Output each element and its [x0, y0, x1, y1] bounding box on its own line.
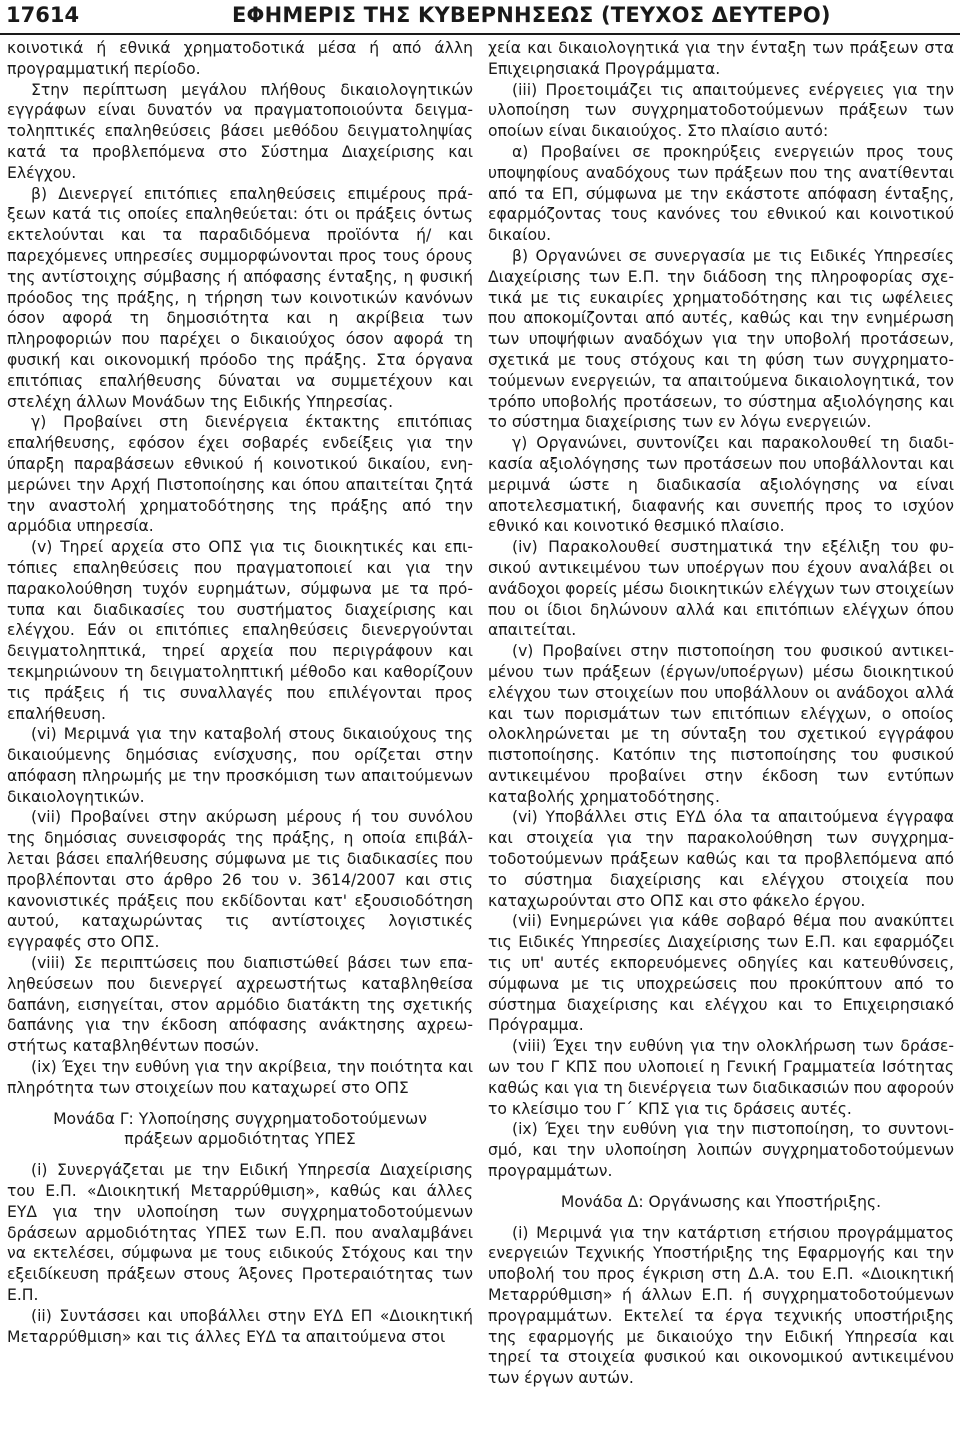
paragraph: γ) Οργανώνει, συντονίζει και παρακολουθεί τη διαδικασία αξιολόγησης των προτάσεων που υποβάλλονται και μεριμνά ώστε η διαδικασία αξιολόγησης να είναι αποτελεσματική, διαφανής και συνεπής προς το ισχύον εθνικό και κοινοτικό θεσμικό πλαίσιο.: [488, 434, 954, 536]
section-heading-unit-c: [7, 1109, 473, 1151]
paragraph: (vii) Προβαίνει στην ακύρωση μέρους ή του συνόλου της δημόσιας συνεισφοράς της πράξης, η οποία επιβάλλεται βάσει επαλήθευσης σύμφωνα με τις διαδικασίες που προβλέπονται στο άρθρο 26 του ν. 3614/2007 και στις κανονιστικές πράξεις που εκδίδονται κατ' εξουσιοδότηση αυτού, καταχωρώντας τις αντίστοιχες λογιστικές εγγραφές στο ΟΠΣ.: [7, 808, 473, 952]
page-number: 17614: [6, 3, 80, 27]
paragraph: (iv) Παρακολουθεί συστηματικά την εξέλιξη του φυσικού αντικειμένου των υποέργων που έχουν αναλάβει οι ανάδοχοι φορείς μέσω διοικητικών ελέγχων των στοιχείων που οι ίδιοι δηλώνουν αλλά και επιτόπιων ελέγχων όπου απαιτείται.: [488, 538, 954, 640]
paragraph: (vi) Υποβάλλει στις ΕΥΔ όλα τα απαιτούμενα έγγραφα και στοιχεία για την παρακολούθηση των συγχρηματοδοτούμενων πράξεων καθώς και τα προβλεπόμενα από το σύστημα διαχείρισης και ελέγχου στοιχεία που καταχωρούνται στο ΟΠΣ και στο φάκελο έργου.: [488, 808, 954, 910]
right-column: [488, 38, 954, 1389]
paragraph: (vi) Μεριμνά για την καταβολή στους δικαιούχους της δικαιούμενης δημόσιας ενίσχυσης, που ορίζεται στην απόφαση πληρωμής με την προσκόμιση των απαιτούμενων δικαιολογητικών.: [7, 725, 473, 806]
paragraph: β) Διενεργεί επιτόπιες επαληθεύσεις επιμέρους πράξεων κατά τις οποίες επαληθεύεται: ότι οι πράξεις όντως εκτελούνται και τα παραδιδόμενα προϊόντα ή/ και παρεχόμενες υπηρεσίες συμμορφώνονται προς τους όρους της αντίστοιχης σύμβασης ή απόφασης ένταξης, η φυσική πρόοδος της πράξης, η τήρηση των κοινοτικών κανόνων όσον αφορά τη δημοσιότητα και η ακρίβεια των πληροφοριών που παρέχει ο δικαιούχος όσον αφορά τη φυσική και οικονομική πρόοδο της πράξης. Στα όργανα επιτόπιας επαλήθευσης δύναται να συμμετέχουν και στελέχη άλλων Μονάδων της Ειδικής Υπηρεσίας.: [7, 184, 473, 411]
paragraph: χεία και δικαιολογητικά για την ένταξη των πράξεων στα Επιχειρησιακά Προγράμματα.: [488, 39, 954, 78]
left-column: [7, 38, 473, 1347]
paragraph: κοινοτικά ή εθνικά χρηματοδοτικά μέσα ή από άλλη προγραμματική περίοδο.: [7, 39, 473, 78]
paragraph: (viii) Έχει την ευθύνη για την ολοκλήρωση των δράσεων του Γ ΚΠΣ που υλοποιεί η Γενική Γραμματεία Ισότητας καθώς και για τη διενέργεια των διαδικασιών που αφορούν το κλείσιμο του Γ΄ ΚΠΣ για τις δράσεις αυτές.: [488, 1037, 954, 1118]
paragraph: (ii) Συντάσσει και υποβάλλει στην ΕΥΔ ΕΠ «Διοικητική Μεταρρύθμιση» και τις άλλες ΕΥΔ τα απαιτούμενα στοι: [7, 1306, 473, 1346]
paragraph: γ) Προβαίνει στη διενέργεια έκτακτης επιτόπιας επαλήθευσης, εφόσον έχει σοβαρές ενδείξεις για την ύπαρξη παραβάσεων εθνικού ή κοινοτικού δικαίου, ενημερώνει την Αρχή Πιστοποίησης και όπου απαιτείται ζητά την αναστολή χρηματοδότησης της πράξης από την αρμόδια υπηρεσία.: [7, 413, 473, 536]
paragraph: (v) Τηρεί αρχεία στο ΟΠΣ για τις διοικητικές και επιτόπιες επαληθεύσεις που πραγματοποιεί και για την παρακολούθηση τυχόν ευρημάτων, σύμφωνα με τα πρότυπα και διαδικασίες του συστήματος διαχείρισης και ελέγχου. Εάν οι επιτόπιες επαληθεύσεις διενεργούνται δειγματοληπτικά, τηρεί αρχεία που περιγράφουν και τεκμηριώνουν τη δειγματοληπτική μέθοδο και καθορίζουν τις πράξεις ή τις συναλλαγές που επιλέγονται προς επαλήθευση.: [7, 538, 473, 723]
paragraph: α) Προβαίνει σε προκηρύξεις ενεργειών προς τους υποψηφίους αναδόχους των πράξεων που της ανατίθενται από τα ΕΠ, σύμφωνα με την εκάστοτε απόφαση ένταξης, εφαρμόζοντας τους κανόνες του εθνικού και κοινοτικού δικαίου.: [488, 142, 954, 245]
paragraph: (i) Συνεργάζεται με την Ειδική Υπηρεσία Διαχείρισης του Ε.Π. «Διοικητική Μεταρρύθμιση», καθώς και άλλες ΕΥΔ για την υλοποίηση των συγχρηματοδοτούμενων δράσεων αρμοδιότητας ΥΠΕΣ των Ε.Π. που αναλαμβάνει να εκτελέσει, σύμφωνα με τους ειδικούς Στόχους και την εξειδίκευση πράξεων στους Άξονες Προτεραιότητας των Ε.Π.: [7, 1161, 473, 1305]
paragraph: (ix) Έχει την ευθύνη για την ακρίβεια, την ποιότητα και πληρότητα των στοιχείων που καταχωρεί στο ΟΠΣ: [7, 1058, 473, 1097]
gazette-title: ΕΦΗΜΕΡΙΣ ΤΗΣ ΚΥΒΕΡΝΗΣΕΩΣ (ΤΕΥΧΟΣ ΔΕΥΤΕΡΟ): [232, 3, 831, 27]
paragraph: (i) Μεριμνά για την κατάρτιση ετήσιου προγράμματος ενεργειών Τεχνικής Υποστήριξης της Εφαρμογής και την υποβολή του προς έγκριση στη Δ.Α. του Ε.Π. «Διοικητική Μεταρρύθμιση» ή άλλων Ε.Π. ή συγχρηματοδοτούμενων προγραμμάτων. Εκτελεί τα έργα τεχνικής υποστήριξης της εφαρμογής με δικαιούχο την Ειδική Υπηρεσία και τηρεί τα στοιχεία φυσικού και οικονομικού αντικειμένου των έργων αυτών.: [488, 1223, 954, 1388]
paragraph: (vii) Ενημερώνει για κάθε σοβαρό θέμα που ανακύπτει τις Ειδικές Υπηρεσίες Διαχείρισης των Ε.Π. και εφαρμόζει τις υπ' αυτές εκπορευόμενες οδηγίες και κατευθύνσεις, σύμφωνα με τις υποχρεώσεις που προκύπτουν από το σύστημα διαχείρισης και ελέγχου και το Επιχειρησιακό Πρόγραμμα.: [488, 912, 954, 1035]
paragraph: Στην περίπτωση μεγάλου πλήθους δικαιολογητικών εγγράφων είναι δυνατόν να πραγματοποιούντα δειγματοληπτικές επαληθεύσεις βάσει μεθόδου δειγματοληψίας κατά τα προβλεπόμενα στο Σύστημα Διαχείρισης και Ελέγχου.: [7, 80, 473, 182]
paragraph: (iii) Προετοιμάζει τις απαιτούμενες ενέργειες για την υλοποίηση των συγχρηματοδοτούμενων πράξεων των οποίων είναι δικαιούχος. Στο πλαίσιο αυτό:: [488, 80, 954, 141]
section-heading-unit-d: Μονάδα Δ: Οργάνωσης και Υποστήριξης.: [560, 1192, 882, 1211]
paragraph: (ix) Έχει την ευθύνη για την πιστοποίηση, το συντονισμό, και την υλοποίηση λοιπών συγχρηματοδοτούμενων προγραμμάτων.: [488, 1120, 954, 1181]
page-header: [0, 0, 960, 40]
paragraph: β) Οργανώνει σε συνεργασία με τις Ειδικές Υπηρεσίες Διαχείρισης των Ε.Π. την διάδοση της πληροφορίας σχετικά με τις ευκαιρίες χρηματοδότησης και τις ωφέλειες που αποκομίζονται από αυτές, καθώς και την ενημέρωση των υποψήφιων αναδόχων για την υποβολή προτάσεων, σχετικά με τους στόχους και τη φύση των συγχρηματοτούμενων ενεργειών, τα απαιτούμενα δικαιολογητικά, τον τρόπο υποβολής προτάσεων, το σύστημα αξιολόγησης και το σύστημα διαχείρισης των εν λόγω ενεργειών.: [488, 246, 954, 432]
header-rule: [0, 33, 960, 35]
paragraph: (viii) Σε περιπτώσεις που διαπιστώθεί βάσει των επαληθεύσεων που διενεργεί αχρεωστήτως καταβληθείσα δαπάνη, εισηγείται, στον αρμόδιο διατάκτη της σχετικής δαπάνης για την έκδοση απόφασης ανάκτησης αχρεωστήτως καταβληθέντων ποσών.: [7, 954, 473, 1056]
heading-line: Μονάδα Γ: Υλοποίησης συγχρηματοδοτούμενων: [53, 1109, 427, 1128]
paragraph: (v) Προβαίνει στην πιστοποίηση του φυσικού αντικειμένου των πράξεων (έργων/υποέργων) μέσω διοικητικού ελέγχου των στοιχείων που υποβάλλουν οι ανάδοχοι αλλά και των πορισμάτων των επιτόπιων ελέγχων, ο οποίος ολοκληρώνεται με τη σύνταξη του σχετικού εγγράφου πιστοποίησης. Κατόπιν της πιστοποίησης του φυσικού αντικειμένου προβαίνει στην έκδοση των εντύπων καταβολής χρηματοδότησης.: [488, 642, 954, 806]
heading-line: πράξεων αρμοδιότητας ΥΠΕΣ: [124, 1130, 356, 1149]
